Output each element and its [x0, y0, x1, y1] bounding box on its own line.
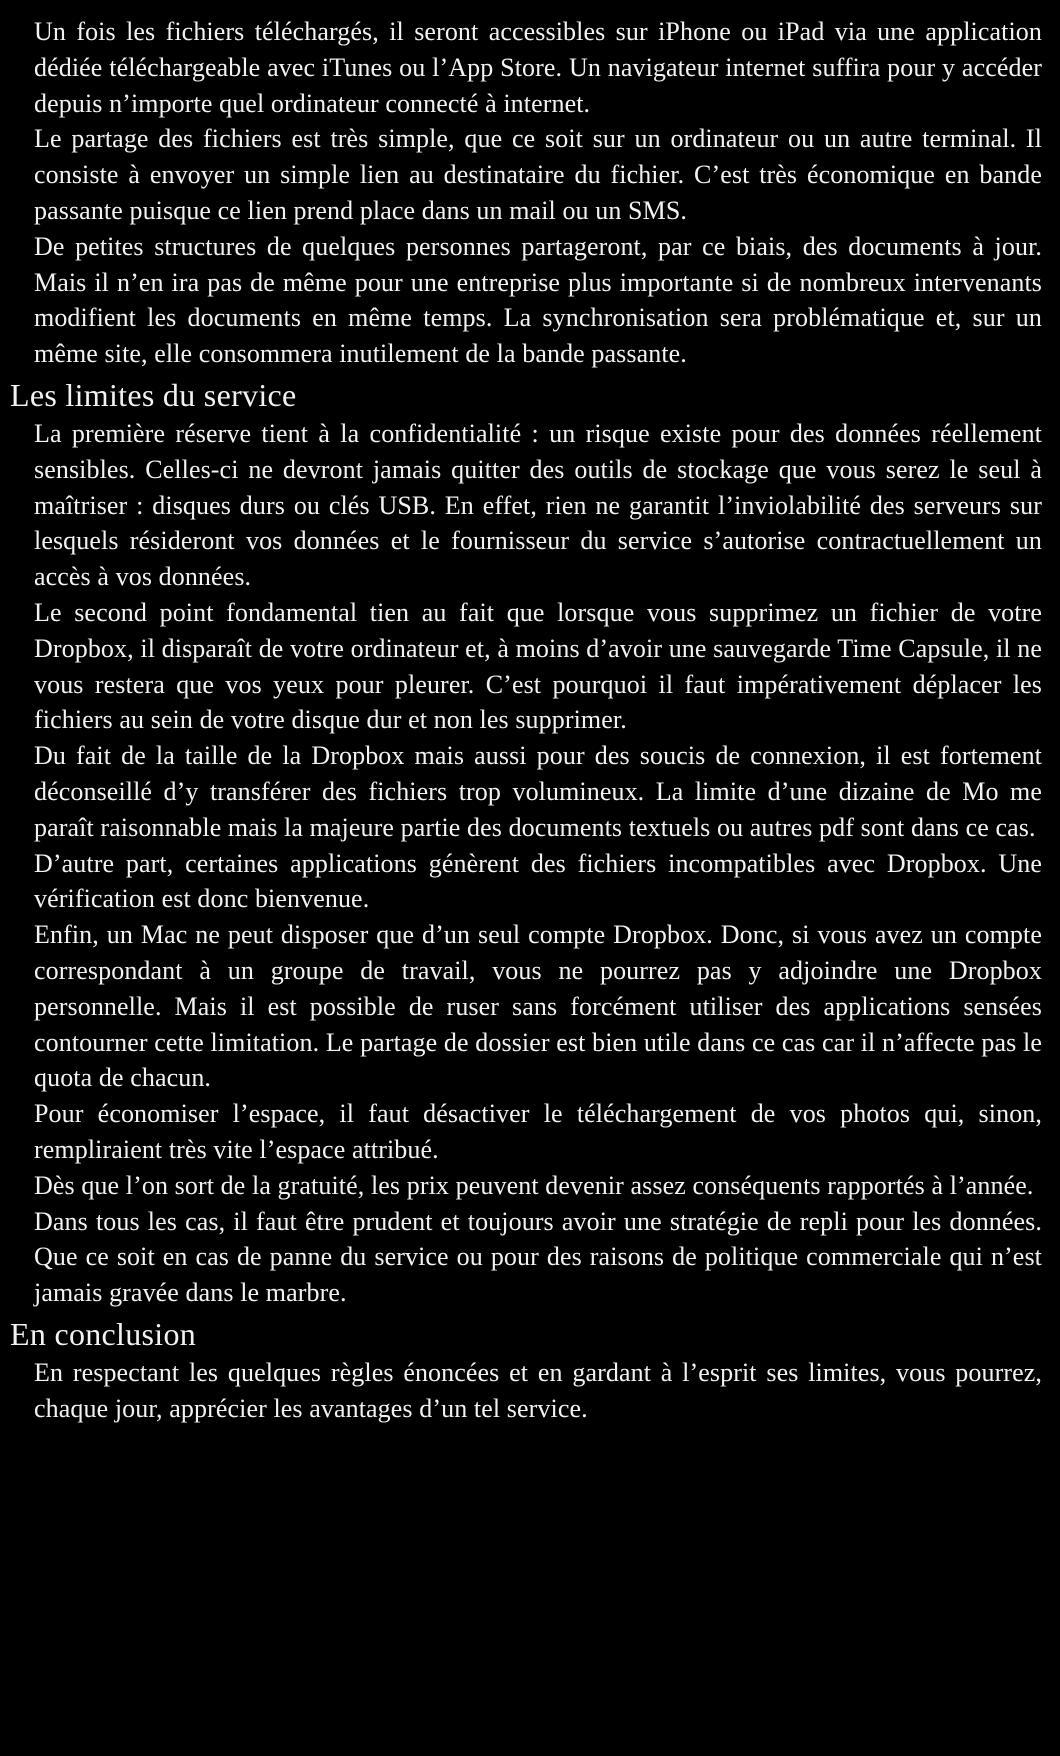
paragraph: Pour économiser l’espace, il faut désactiver le téléchargement de vos photos qui, sinon, rempliraient très vite l’espace attribué. — [34, 1099, 1042, 1164]
paragraph: D’autre part, certaines applications génèrent des fichiers incompatibles avec Dropbox. Une vérification est donc bienvenue. — [34, 848, 1042, 914]
paragraph: Enfin, un Mac ne peut disposer que d’un seul compte Dropbox. Donc, si vous avez un compte correspondant à un groupe de travail, vous ne pourrez pas y adjoindre une Dropbox personnelle. Mais il est possible de ruser sans forcément utiliser des applications sensées contourner cette limitation. Le partage de dossier est bien utile dans ce cas car il n’affecte pas le quota de chacun. — [34, 920, 1042, 1093]
intro-section — [10, 14, 1042, 372]
paragraph: Du fait de la taille de la Dropbox mais aussi pour des soucis de connexion, il est fortement déconseillé d’y transférer des fichiers trop volumineux. La limite d’une dizaine de Mo me paraît raisonnable mais la majeure partie des documents textuels ou autres pdf sont dans ce cas. — [34, 741, 1042, 842]
section-heading: En conclusion — [10, 1315, 197, 1352]
section-heading: Les limites du service — [10, 376, 297, 413]
paragraph: Le second point fondamental tien au fait que lorsque vous supprimez un fichier de votre Dropbox, il disparaît de votre ordinateur et, à moins d’avoir une sauvegarde Time Capsule, il ne vous restera que vos yeux pour pleurer. C’est pourquoi il faut impérativement déplacer les fichiers au sein de votre disque dur et non les supprimer. — [34, 597, 1042, 735]
conclusion-section — [10, 1313, 1042, 1427]
paragraph: Le partage des fichiers est très simple, que ce soit sur un ordinateur ou un autre terminal. Il consiste à envoyer un simple lien au destinataire du fichier. C’est très économique en bande passante puisque ce lien prend place dans un mail ou un SMS. — [34, 124, 1042, 225]
paragraph: De petites structures de quelques personnes partageront, par ce biais, des documents à jour. Mais il n’en ira pas de même pour une entreprise plus importante si de nombreux intervenants modifient les documents en même temps. La synchronisation sera problématique et, sur un même site, elle consommera inutilement de la bande passante. — [34, 231, 1042, 369]
paragraph: Dès que l’on sort de la gratuité, les prix peuvent devenir assez conséquents rapportés à l’année. — [34, 1170, 1034, 1200]
limits-section — [10, 374, 1042, 1311]
paragraph: Un fois les fichiers téléchargés, il seront accessibles sur iPhone ou iPad via une application dédiée téléchargeable avec iTunes ou l’App Store. Un navigateur internet suffira pour y accéder depuis n’importe quel ordinateur connecté à internet. — [34, 17, 1042, 118]
paragraph: En respectant les quelques règles énoncées et en gardant à l’esprit ses limites, vous pourrez, chaque jour, apprécier les avantages d’un tel service. — [34, 1357, 1042, 1423]
paragraph: La première réserve tient à la confidentialité : un risque existe pour des données réellement sensibles. Celles-ci ne devront jamais quitter des outils de stockage que vous serez le seul à maîtriser : disques durs ou clés USB. En effet, rien ne garantit l’inviolabilité des serveurs sur lesquels résideront vos données et le fournisseur du service s’autorise contractuellement un accès à vos données. — [34, 418, 1042, 592]
paragraph: Dans tous les cas, il faut être prudent et toujours avoir une stratégie de repli pour les données. Que ce soit en cas de panne du service ou pour des raisons de politique commerciale qui n’est jamais gravée dans le marbre. — [34, 1206, 1042, 1308]
